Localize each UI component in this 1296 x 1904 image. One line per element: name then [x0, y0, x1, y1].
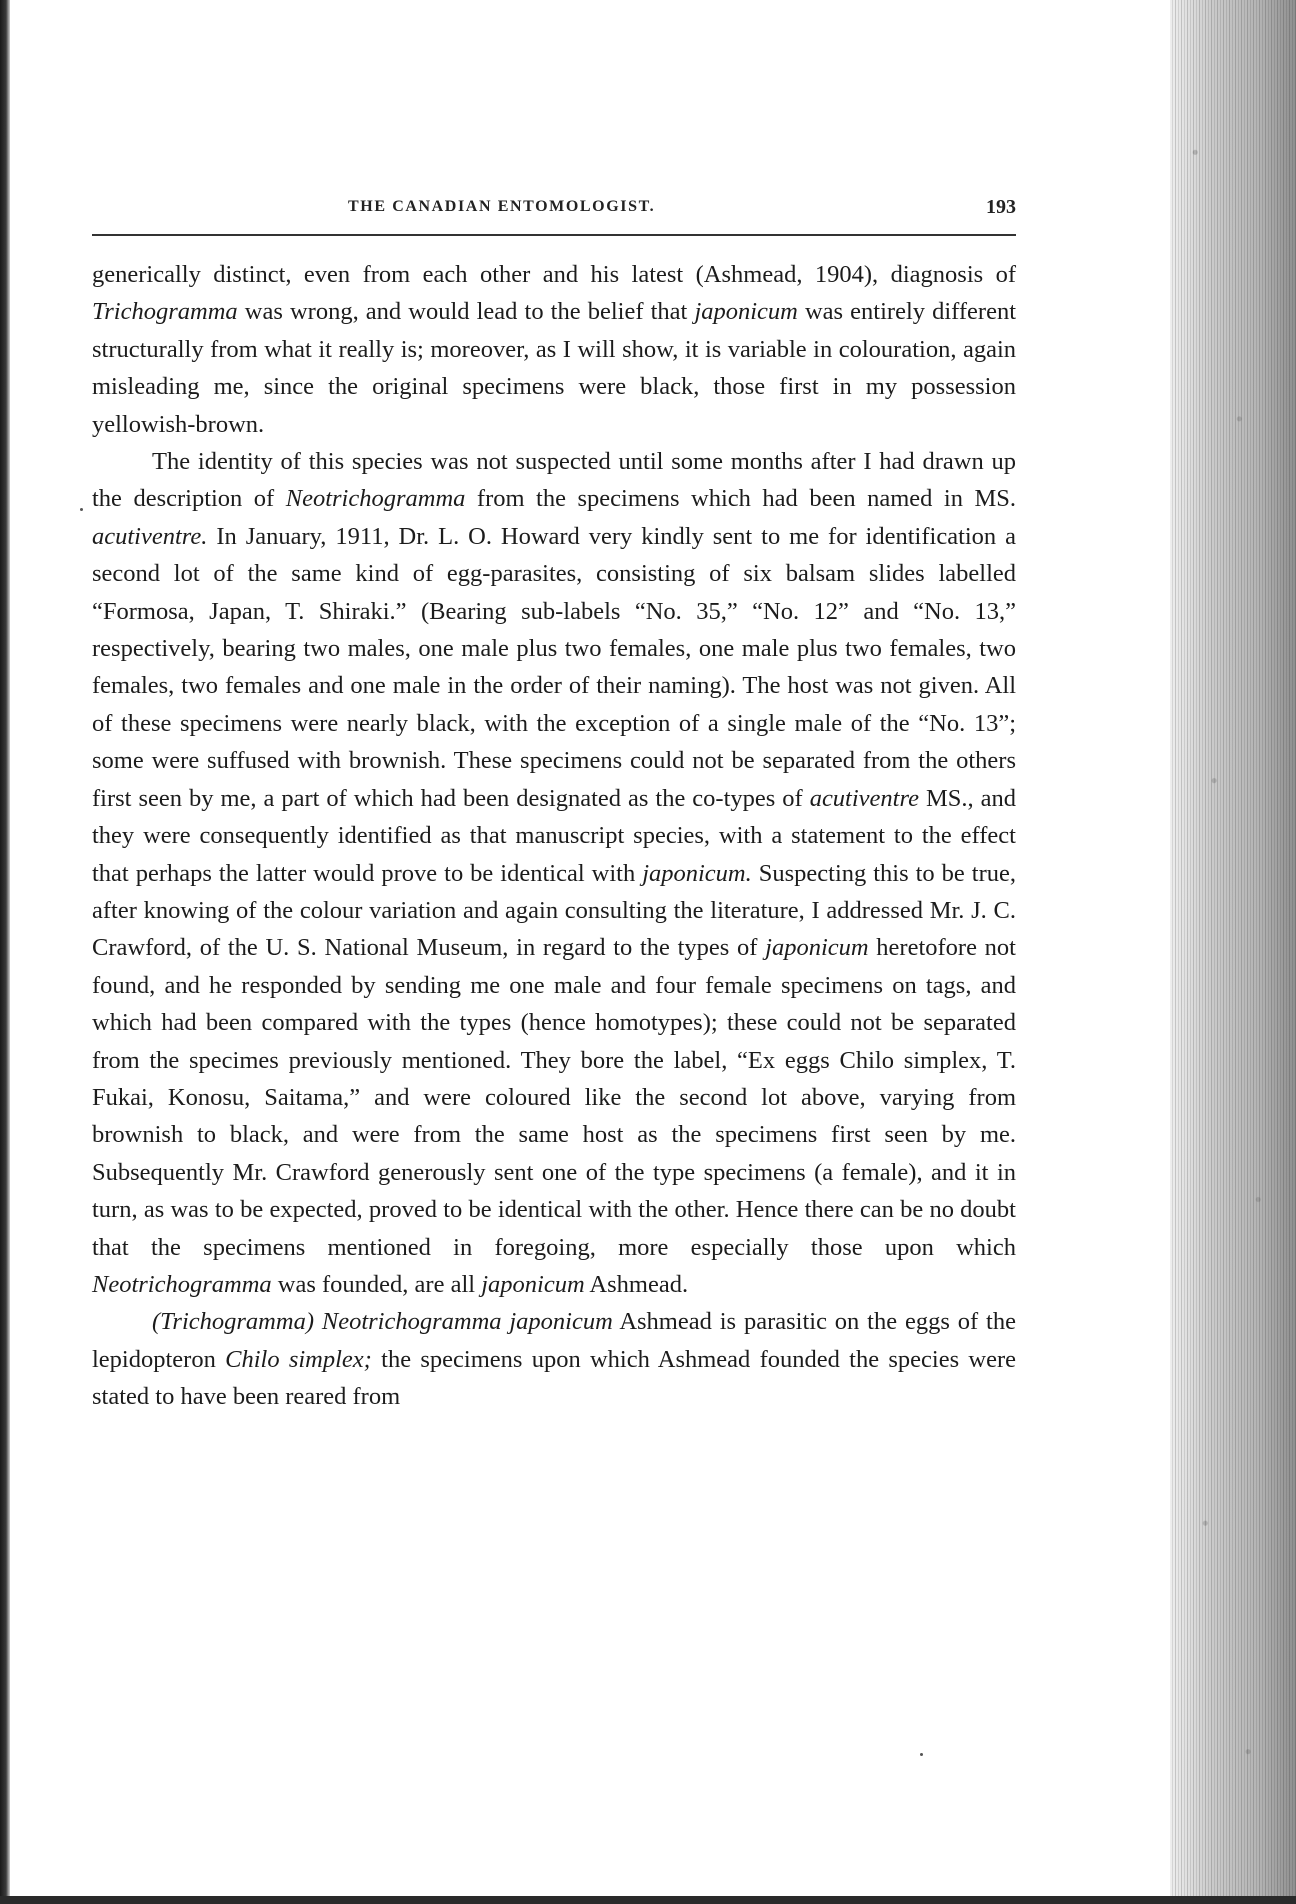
text-run: generically distinct, even from each other and his latest (Ashmead, 1904), diagnosis of: [92, 261, 1016, 288]
italic-run: japonicum: [765, 934, 869, 962]
page-edges: [1170, 0, 1296, 1904]
italic-run: Neotrichogramma: [92, 1270, 272, 1298]
italic-run: Neotrichogramma: [285, 485, 466, 513]
binding-edge: [0, 0, 10, 1904]
italic-run: Trichogramma: [92, 298, 238, 326]
italic-run: acutiventre: [809, 784, 919, 812]
text-run: Ashmead.: [584, 1270, 689, 1298]
italic-run: japonicum: [694, 298, 798, 326]
text-run: was wrong, and would lead to the belief that: [237, 298, 695, 326]
text-run: In January, 1911, Dr. L. O. Howard very kindly sent to me for identification a second lot of the same kind of egg-parasites, consisting of six balsam slides labelled “Formosa, Japan, T. Shiraki.” (Bearing sub-labels “No. 35,” “No. 12” and “No. 13,” respectively, bearing two males, one male plus two females, one male plus two females, two females, two females and one male in the order of their naming). The host was not given. All of these specimens were nearly black, with the exception of a single male of the “No. 13”; some were suffused with brownish. These specimens could not be separated from the others first seen by me, a part of which had been designated as the co-types of: [92, 522, 1016, 812]
text-run: MS., and they were consequently identified as that manuscript species, with a statement to the effect that perhaps the latter would prove to be identical with: [92, 784, 1016, 887]
text-run: from the specimens which had been named in MS.: [465, 485, 1016, 513]
italic-run: (Trichogramma) Neotrichogramma japonicum: [152, 1308, 613, 1336]
text-run: heretofore not found, and he responded by sending me one male and four female specimens on tags, and which had been compared with the types (hence homotypes); these could not be separated from the specimes previously mentioned. They bore the label, “Ex eggs Chilo simplex, T. Fukai, Konosu, Saitama,” and were coloured like the second lot above, varying from brownish to black, and were from the same host as the specimens first seen by me. Subsequently Mr. Crawford generously sent one of the type specimens (a female), and it in turn, as was to be expected, proved to be identical with the other. Hence there can be no doubt that the specimens mentioned in foregoing, more especially those upon which: [92, 934, 1016, 1261]
paragraph-1: [92, 256, 1016, 443]
text-run: Ashmead is parasitic on the eggs of the lepidopteron: [92, 1308, 1016, 1373]
running-head: [92, 194, 1016, 224]
page-number: 193: [986, 196, 1016, 218]
text-run: was founded, are all: [271, 1270, 482, 1298]
body-text: [92, 256, 1016, 1416]
bottom-edge: [0, 1896, 1296, 1904]
paragraph-2: [92, 443, 1016, 1303]
italic-run: acutiventre.: [92, 522, 208, 550]
text-run: was entirely different structurally from what it really is; moreover, as I will show, it is variable in colouration, again misleading me, since the original specimens were black, those first in my possession yellowish-brown.: [92, 298, 1016, 438]
italic-run: Chilo simplex;: [225, 1345, 372, 1373]
paragraph-3: [92, 1303, 1016, 1415]
italic-run: japonicum: [481, 1270, 585, 1298]
print-speck: [920, 1753, 923, 1756]
italic-run: japonicum.: [642, 859, 752, 887]
print-speck: [80, 508, 83, 511]
header-rule: [92, 234, 1016, 236]
text-run: Suspecting this to be true, after knowing of the colour variation and again consulting the literature, I addressed Mr. J. C. Crawford, of the U. S. National Museum, in regard to the types of: [92, 859, 1016, 962]
text-run: the specimens upon which Ashmead founded the species were stated to have been reared from: [92, 1345, 1016, 1411]
journal-title: THE CANADIAN ENTOMOLOGIST.: [348, 198, 656, 215]
text-run: The identity of this species was not suspected until some months after I had drawn up the description of: [92, 448, 1016, 513]
